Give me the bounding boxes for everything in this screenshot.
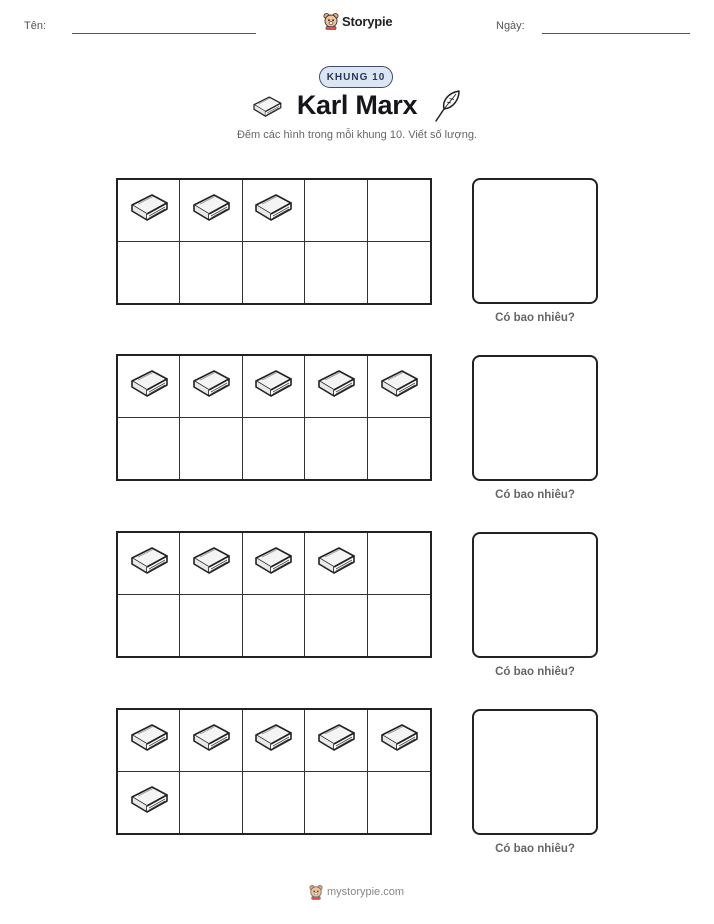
book-icon <box>129 721 169 760</box>
frame-cell <box>243 356 305 418</box>
answer-box-3[interactable] <box>472 532 598 658</box>
instructions: Đếm các hình trong mỗi khung 10. Viết số lượng. <box>236 129 477 141</box>
frame-cell <box>368 595 430 657</box>
frame-cell <box>305 595 367 657</box>
date-line[interactable] <box>542 33 690 34</box>
date-label: Ngày: <box>496 20 525 32</box>
name-label: Tên: <box>24 20 47 32</box>
how-many-label-4: Có bao nhiêu? <box>495 843 575 855</box>
footer <box>309 884 404 900</box>
answer-box-4[interactable] <box>472 709 598 835</box>
frame-cell <box>243 595 305 657</box>
frame-cell <box>243 418 305 480</box>
book-icon <box>316 721 356 760</box>
book-icon <box>191 544 231 583</box>
ten-frame-2 <box>116 354 432 481</box>
frame-cell <box>305 533 367 595</box>
frame-cell <box>180 533 242 595</box>
frame-cell <box>243 242 305 304</box>
frame-cell <box>368 180 430 242</box>
frame-cell <box>305 242 367 304</box>
ten-frame-4 <box>116 708 432 835</box>
bear-logo-icon <box>309 884 323 900</box>
frame-cell <box>368 533 430 595</box>
answer-box-2[interactable] <box>472 355 598 481</box>
frame-cell <box>118 595 180 657</box>
book-icon <box>191 367 231 406</box>
frame-cell <box>368 772 430 834</box>
frame-cell <box>180 180 242 242</box>
how-many-label-1: Có bao nhiêu? <box>495 312 575 324</box>
book-icon <box>253 367 293 406</box>
frame-cell <box>243 710 305 772</box>
book-icon <box>129 367 169 406</box>
bear-logo-icon <box>323 12 339 30</box>
book-icon <box>253 191 293 230</box>
frame-cell <box>305 180 367 242</box>
book-icon <box>191 721 231 760</box>
frame-cell <box>243 180 305 242</box>
frame-cell <box>118 533 180 595</box>
brand-name: Storypie <box>342 13 393 29</box>
frame-cell <box>180 772 242 834</box>
frame-cell <box>368 418 430 480</box>
book-icon <box>129 191 169 230</box>
feather-icon <box>432 89 462 123</box>
frame-cell <box>305 356 367 418</box>
page-title: Karl Marx <box>296 90 418 120</box>
frame-cell <box>180 242 242 304</box>
frame-cell <box>180 418 242 480</box>
frame-cell <box>180 710 242 772</box>
frame-cell <box>305 418 367 480</box>
book-icon <box>129 544 169 583</box>
book-icon <box>129 783 169 822</box>
frame-cell <box>180 356 242 418</box>
book-icon <box>253 721 293 760</box>
how-many-label-3: Có bao nhiêu? <box>495 666 575 678</box>
book-icon <box>253 544 293 583</box>
frame-cell <box>118 772 180 834</box>
brand-logo <box>323 12 392 30</box>
frame-cell <box>118 242 180 304</box>
book-icon <box>379 367 419 406</box>
frame-cell <box>180 595 242 657</box>
frame-cell <box>118 356 180 418</box>
book-icon <box>316 367 356 406</box>
footer-url: mystorypie.com <box>327 886 405 898</box>
frame-cell <box>243 772 305 834</box>
ten-frame-3 <box>116 531 432 658</box>
frame-cell <box>368 242 430 304</box>
ten-frame-1 <box>116 178 432 305</box>
worksheet-badge: KHUNG 10 <box>319 66 393 88</box>
frame-cell <box>118 418 180 480</box>
frame-cell <box>368 356 430 418</box>
book-icon <box>316 544 356 583</box>
name-line[interactable] <box>72 33 256 34</box>
frame-cell <box>243 533 305 595</box>
how-many-label-2: Có bao nhiêu? <box>495 489 575 501</box>
frame-cell <box>118 710 180 772</box>
answer-box-1[interactable] <box>472 178 598 304</box>
frame-cell <box>368 710 430 772</box>
frame-cell <box>305 772 367 834</box>
frame-cell <box>305 710 367 772</box>
book-icon <box>379 721 419 760</box>
frame-cell <box>118 180 180 242</box>
book-icon <box>191 191 231 230</box>
